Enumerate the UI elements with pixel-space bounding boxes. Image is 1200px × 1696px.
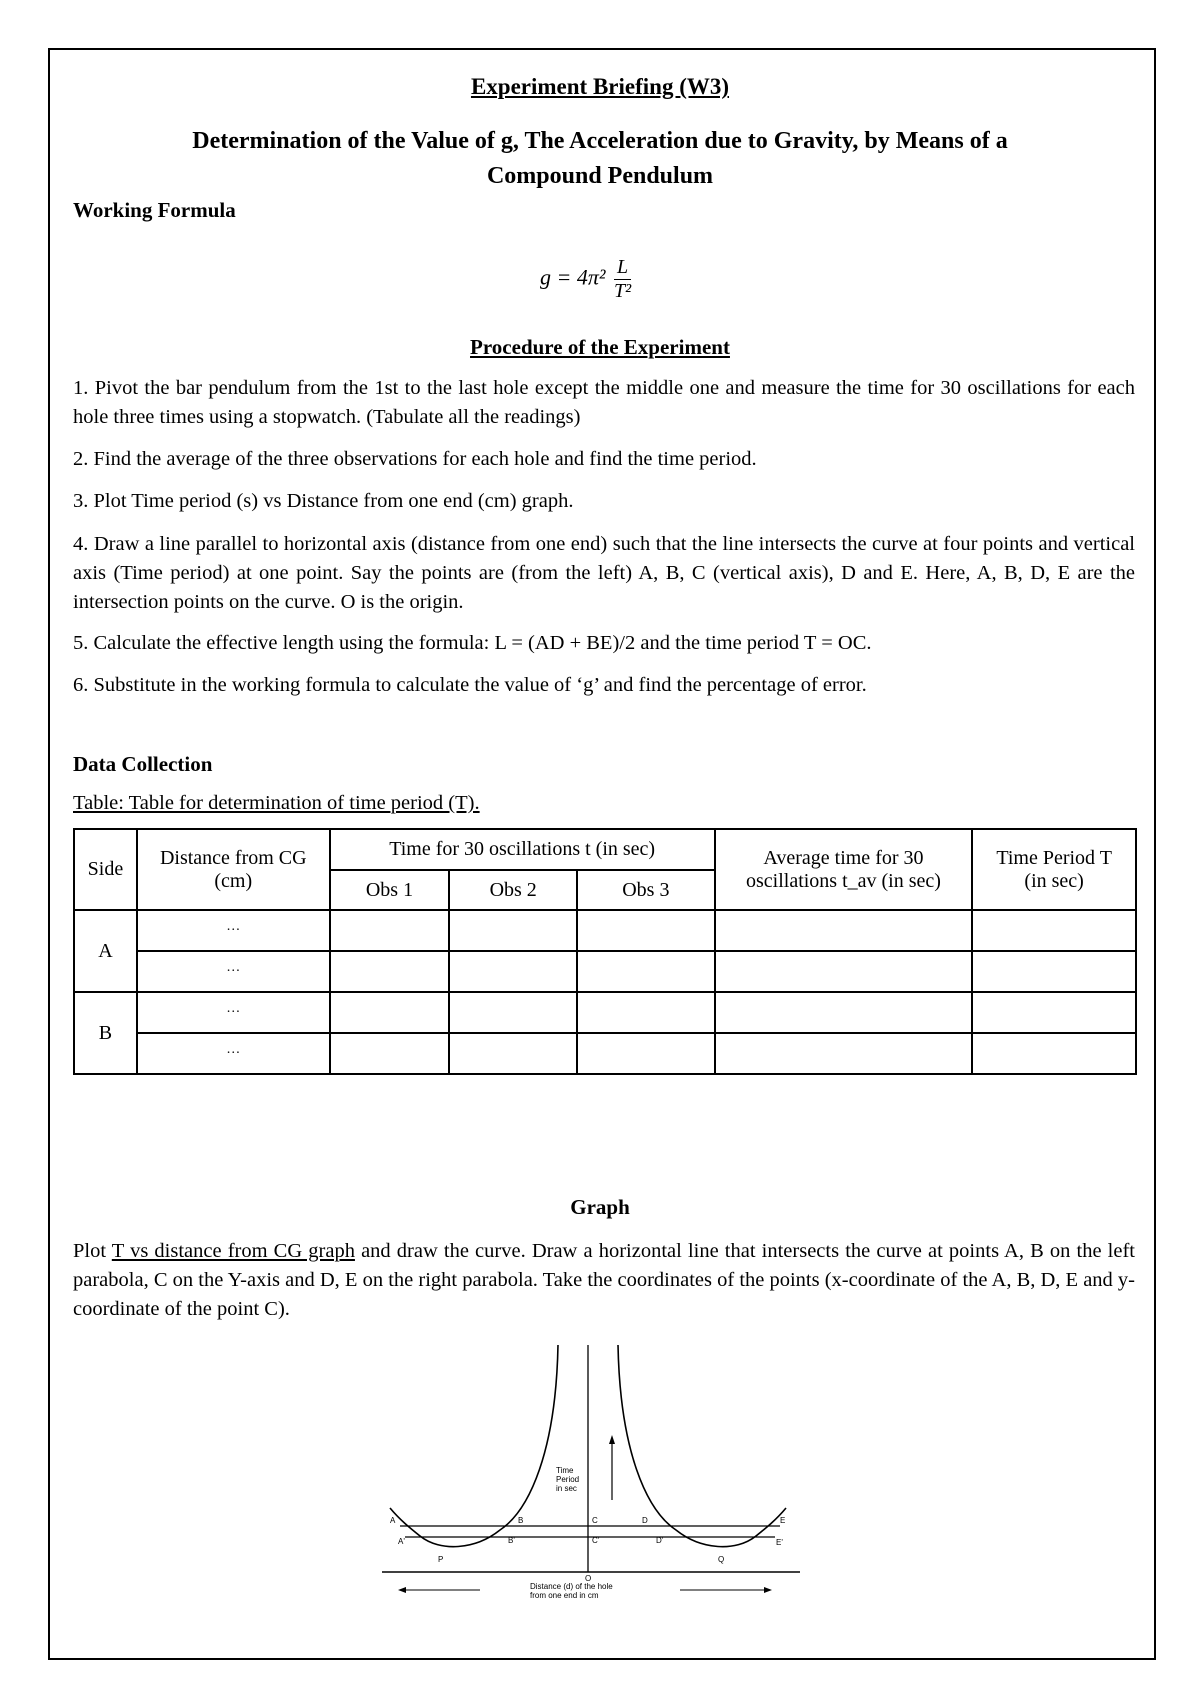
point-label: Q [718, 1555, 725, 1564]
y-axis-label: Period [556, 1475, 580, 1484]
period-cell [972, 910, 1136, 951]
table-caption: Table: Table for determination of time period (T). [73, 792, 480, 814]
side-cell: B [74, 992, 137, 1074]
point-label: B [518, 1516, 524, 1525]
obs-cell [330, 951, 450, 992]
procedure-step-2: 2. Find the average of the three observations for each hole and find the time period. [73, 448, 757, 470]
formula-numerator: L [614, 256, 631, 280]
point-label: A [390, 1516, 396, 1525]
graph-text-rest: and draw the curve. Draw a horizontal line that intersects the curve at points A, B on the left parabola, C on the Y-axis and D, E on the right parabola. Take the coordinates of the points (x-coordinate of the A, B, D, E and y-coordinate of the point C). [73, 1240, 1135, 1320]
point-label: P [438, 1555, 444, 1564]
period-cell [972, 992, 1136, 1033]
point-label: A' [398, 1537, 405, 1546]
procedure-step-1: 1. Pivot the bar pendulum from the 1st to the last hole except the middle one and measure the time for 30 oscillations for each hole three times using a stopwatch. (Tabulate all the readings) [73, 377, 1135, 428]
header-period: Time Period T (in sec) [972, 829, 1136, 910]
average-cell [715, 1033, 973, 1074]
obs-cell [577, 992, 715, 1033]
obs-cell [330, 992, 450, 1033]
time-period-table [73, 828, 1137, 1075]
procedure-step-4: 4. Draw a line parallel to horizontal axis (distance from one end) such that the line intersects the curve at four points and vertical axis (Time period) at one point. Say the points are (from the left) A, B, C (vertical axis), D and E. Here, A, B, D, E are the intersection points on the curve. O is the origin. [73, 533, 1135, 613]
experiment-title-line1: Determination of the Value of g, The Acceleration due to Gravity, by Means of a [192, 128, 1008, 154]
point-label: E [780, 1516, 786, 1525]
obs-cell [577, 910, 715, 951]
header-distance: Distance from CG (cm) [137, 829, 330, 910]
average-cell [715, 951, 973, 992]
obs-cell [577, 1033, 715, 1074]
obs-cell [330, 910, 450, 951]
side-cell: A [74, 910, 137, 992]
x-axis-label: from one end in cm [530, 1591, 599, 1600]
table-row [74, 910, 1136, 951]
header-side: Side [74, 829, 137, 910]
distance-cell: … [137, 992, 330, 1033]
formula-fraction [614, 256, 631, 303]
formula-denominator: T² [613, 280, 632, 302]
y-axis-label: in sec [556, 1484, 577, 1493]
point-label: B' [508, 1536, 515, 1545]
obs-cell [577, 951, 715, 992]
average-cell [715, 992, 973, 1033]
table-row [74, 992, 1136, 1033]
working-formula [540, 256, 631, 303]
page-title: Experiment Briefing (W3) [470, 74, 730, 99]
procedure-heading: Procedure of the Experiment [470, 335, 730, 359]
graph-heading: Graph [570, 1195, 630, 1219]
left-curve [390, 1345, 558, 1547]
point-label: D [642, 1516, 648, 1525]
working-formula-heading: Working Formula [73, 198, 236, 222]
procedure-step-6: 6. Substitute in the working formula to calculate the value of ‘g’ and find the percentage of error. [73, 674, 867, 696]
point-label: C [592, 1516, 598, 1525]
distance-cell: … [137, 951, 330, 992]
y-axis-label: Time [556, 1466, 574, 1475]
header-obs-3: Obs 3 [577, 870, 715, 910]
experiment-title [0, 124, 1200, 194]
distance-cell: … [137, 910, 330, 951]
average-cell [715, 910, 973, 951]
header-obs-1: Obs 1 [330, 870, 450, 910]
graph-text-plot: Plot [73, 1240, 112, 1262]
obs-cell [330, 1033, 450, 1074]
header-average: Average time for 30 oscillations t_av (in sec) [715, 829, 973, 910]
point-label: O [585, 1574, 592, 1583]
obs-cell [449, 1033, 577, 1074]
data-collection-heading: Data Collection [73, 752, 213, 776]
period-cell [972, 1033, 1136, 1074]
distance-cell: … [137, 1033, 330, 1074]
procedure-step-5: 5. Calculate the effective length using the formula: L = (AD + BE)/2 and the time period T = OC. [73, 632, 872, 654]
procedure-step-3: 3. Plot Time period (s) vs Distance from one end (cm) graph. [73, 490, 574, 512]
point-label: C' [592, 1536, 600, 1545]
table-row [74, 1033, 1136, 1074]
obs-cell [449, 951, 577, 992]
graph-text-link: T vs distance from CG graph [111, 1240, 355, 1262]
point-label: D' [656, 1536, 664, 1545]
formula-lhs: g = 4π² [540, 264, 606, 290]
experiment-title-line2: Compound Pendulum [486, 163, 714, 189]
period-cell [972, 951, 1136, 992]
header-time30: Time for 30 oscillations t (in sec) [330, 829, 715, 870]
y-arrow-head [609, 1435, 615, 1444]
x-axis-label: Distance (d) of the hole [530, 1582, 613, 1591]
obs-cell [449, 910, 577, 951]
table-row [74, 951, 1136, 992]
header-obs-2: Obs 2 [449, 870, 577, 910]
obs-cell [449, 992, 577, 1033]
pendulum-graph-figure [380, 1340, 820, 1600]
graph-instructions [73, 1237, 1135, 1324]
point-label: E' [776, 1538, 783, 1547]
